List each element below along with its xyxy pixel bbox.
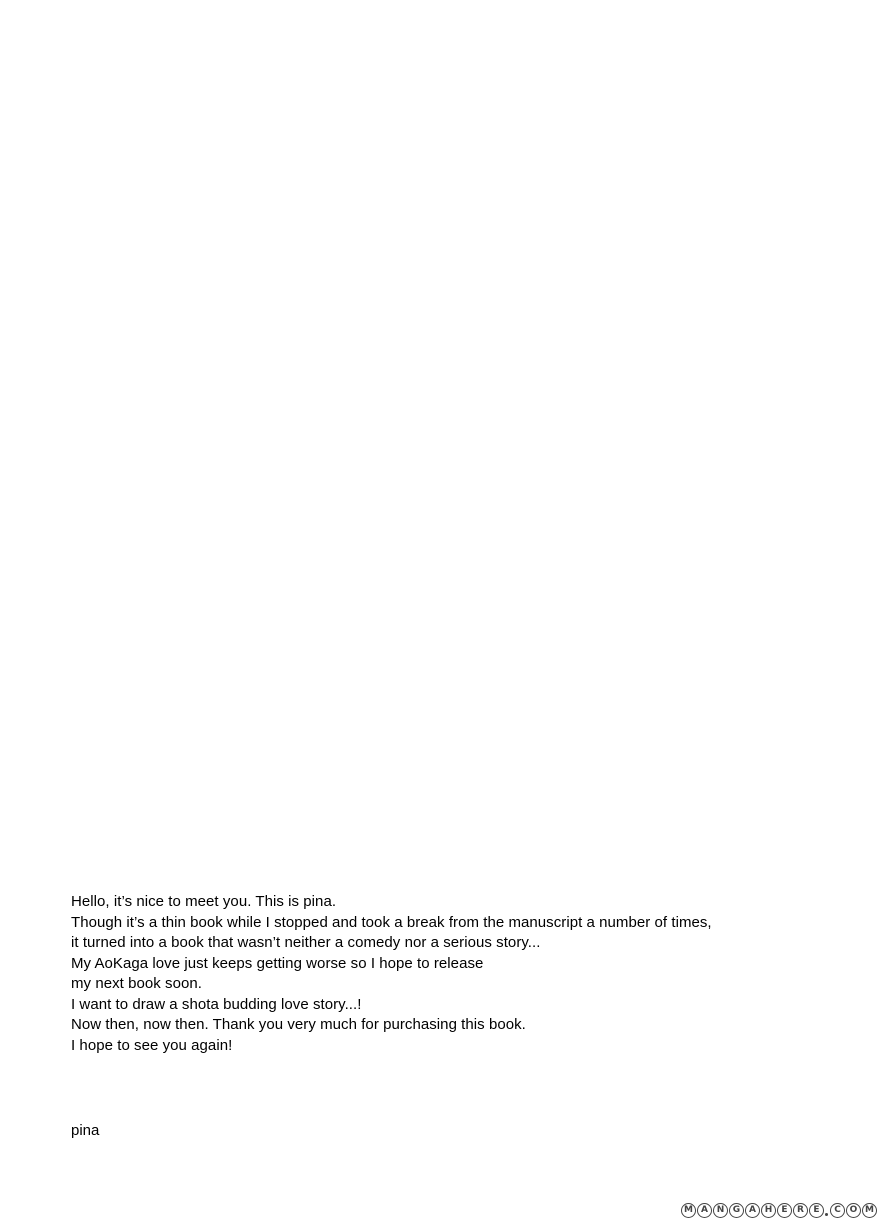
note-line-2: Though it’s a thin book while I stopped and took a break from the manuscript a number of times, bbox=[71, 913, 712, 931]
note-line-4: My AoKaga love just keeps getting worse so I hope to release bbox=[71, 954, 484, 972]
note-line-5: my next book soon. bbox=[71, 975, 202, 992]
afterword-note bbox=[71, 892, 851, 1056]
watermark-letter: G bbox=[729, 1203, 744, 1218]
watermark-letter: N bbox=[713, 1203, 728, 1218]
watermark-letter: M bbox=[862, 1203, 877, 1218]
note-line-3: it turned into a book that wasn’t neither a comedy nor a serious story... bbox=[71, 934, 541, 951]
watermark-letter: H bbox=[761, 1203, 776, 1218]
watermark-letter: C bbox=[830, 1203, 845, 1218]
watermark-dot bbox=[825, 1203, 829, 1218]
note-line-1: Hello, it’s nice to meet you. This is pina. bbox=[71, 893, 337, 910]
watermark-letter: E bbox=[809, 1203, 824, 1218]
author-signature: pina bbox=[71, 1122, 100, 1139]
watermark-letter: E bbox=[777, 1203, 792, 1218]
watermark-letter: M bbox=[681, 1203, 696, 1218]
site-watermark-logo bbox=[681, 1203, 877, 1218]
note-line-7: Now then, now then. Thank you very much for purchasing this book. bbox=[71, 1016, 526, 1033]
note-line-6: I want to draw a shota budding love story...! bbox=[71, 995, 362, 1013]
watermark-letter: A bbox=[697, 1203, 712, 1218]
watermark-letter: O bbox=[846, 1203, 861, 1218]
watermark-letter: R bbox=[793, 1203, 808, 1218]
watermark-letter: A bbox=[745, 1203, 760, 1218]
note-line-8: I hope to see you again! bbox=[71, 1036, 233, 1054]
